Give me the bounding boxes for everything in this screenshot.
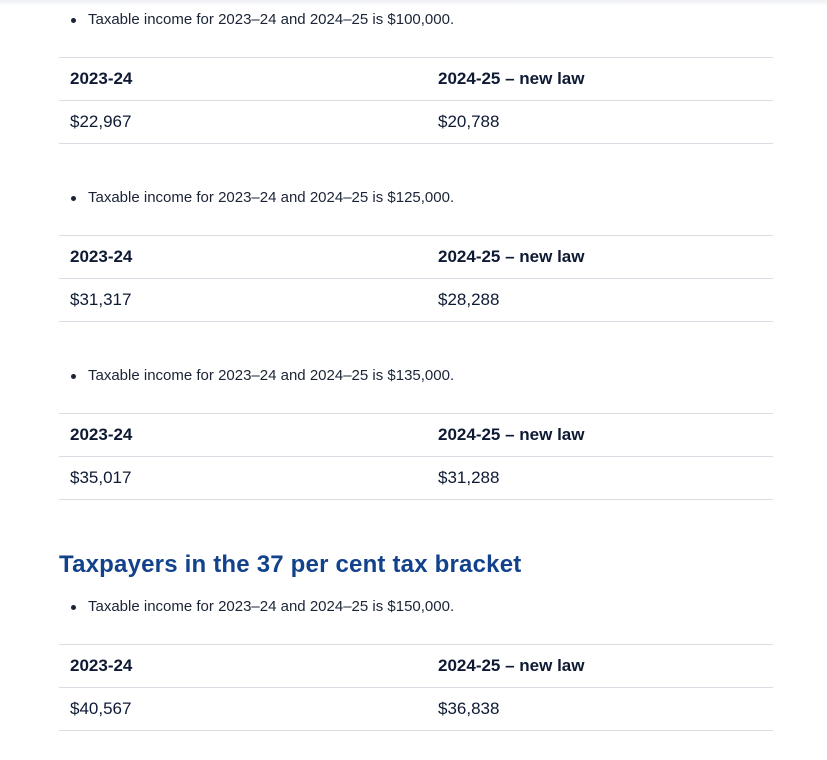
income-bullet xyxy=(59,10,454,30)
tax-2023-24: $22,967 xyxy=(59,101,427,144)
col-header-2024-25: 2024-25 – new law xyxy=(427,645,773,688)
col-header-2023-24: 2023-24 xyxy=(59,58,427,101)
tax-comparison-table xyxy=(59,413,773,500)
table-row xyxy=(59,457,773,500)
col-header-2024-25: 2024-25 – new law xyxy=(427,58,773,101)
bullet-text: Taxable income for 2023–24 and 2024–25 is $100,000. xyxy=(88,11,455,28)
tax-comparison-table xyxy=(59,235,773,322)
table-header-row xyxy=(59,58,773,101)
col-header-2024-25: 2024-25 – new law xyxy=(427,414,773,457)
tax-comparison-table xyxy=(59,644,773,731)
tax-2023-24: $40,567 xyxy=(59,688,427,731)
tax-2024-25: $28,288 xyxy=(427,279,773,322)
bullet-text: Taxable income for 2023–24 and 2024–25 is $125,000. xyxy=(88,189,455,206)
tax-2024-25: $31,288 xyxy=(427,457,773,500)
bullet-text: Taxable income for 2023–24 and 2024–25 is $135,000. xyxy=(88,367,455,384)
table-row xyxy=(59,101,773,144)
income-bullet xyxy=(59,366,454,386)
table-header-row xyxy=(59,414,773,457)
tax-2023-24: $35,017 xyxy=(59,457,427,500)
col-header-2023-24: 2023-24 xyxy=(59,645,427,688)
income-bullet xyxy=(59,597,454,617)
table-row xyxy=(59,279,773,322)
top-shadow xyxy=(0,0,827,6)
section-heading: Taxpayers in the 37 per cent tax bracket xyxy=(59,551,522,578)
table-header-row xyxy=(59,645,773,688)
table-header-row xyxy=(59,236,773,279)
bullet-text: Taxable income for 2023–24 and 2024–25 is $150,000. xyxy=(88,598,455,615)
tax-comparison-table xyxy=(59,57,773,144)
table-row xyxy=(59,688,773,731)
col-header-2023-24: 2023-24 xyxy=(59,236,427,279)
col-header-2023-24: 2023-24 xyxy=(59,414,427,457)
col-header-2024-25: 2024-25 – new law xyxy=(427,236,773,279)
tax-2023-24: $31,317 xyxy=(59,279,427,322)
tax-2024-25: $36,838 xyxy=(427,688,773,731)
income-bullet xyxy=(59,188,454,208)
tax-2024-25: $20,788 xyxy=(427,101,773,144)
